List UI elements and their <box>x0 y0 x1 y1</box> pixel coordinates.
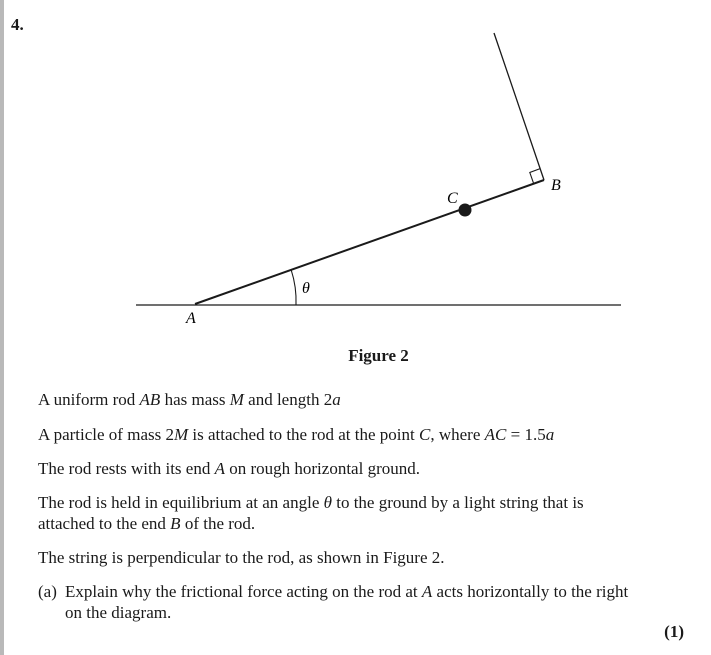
paragraph-3: The rod rests with its end A on rough horizontal ground. <box>38 459 420 478</box>
paragraph-5: The string is perpendicular to the rod, as shown in Figure 2. <box>38 548 445 567</box>
paragraph-4-line-2: attached to the end B of the rod. <box>38 514 256 533</box>
rod-ab <box>195 180 544 304</box>
paragraph-4-line-1: The rod is held in equilibrium at an angle θ to the ground by a light string that is <box>38 493 584 512</box>
figure-caption: Figure 2 <box>348 346 409 365</box>
paragraph-1: A uniform rod AB has mass M and length 2a <box>38 390 341 409</box>
part-a-label: (a) <box>38 582 57 601</box>
label-a: A <box>186 310 196 327</box>
label-c: C <box>447 190 458 207</box>
label-theta: θ <box>302 280 310 297</box>
string <box>494 33 544 180</box>
angle-arc <box>291 270 296 305</box>
label-b: B <box>551 177 561 194</box>
marks: (1) <box>664 622 684 641</box>
part-a-line-1: Explain why the frictional force acting on the rod at A acts horizontally to the right <box>65 582 629 601</box>
part-a-question <box>65 581 628 623</box>
question-number: 4. <box>11 15 24 34</box>
paragraph-2: A particle of mass 2M is attached to the rod at the point C, where AC = 1.5a <box>38 425 555 444</box>
paragraph-4 <box>38 492 584 534</box>
part-a-line-2: on the diagram. <box>65 603 172 622</box>
particle-c <box>459 204 472 217</box>
